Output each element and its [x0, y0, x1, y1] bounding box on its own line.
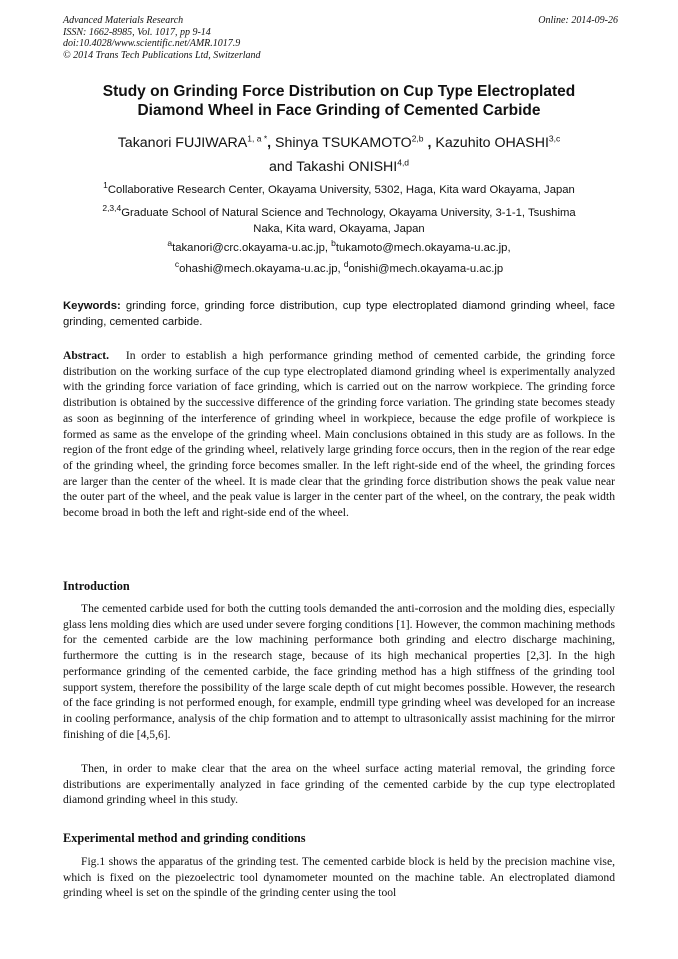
- email-sup: a: [167, 238, 173, 249]
- issn-line: ISSN: 1662-8985, Vol. 1017, pp 9-14: [63, 26, 211, 38]
- author-sup: 2,b: [411, 133, 424, 144]
- keywords-block: [63, 298, 615, 330]
- abstract-label: Abstract.: [63, 349, 110, 362]
- author-name: Takashi ONISHI: [296, 159, 398, 175]
- affiliation-sup: 1: [103, 180, 108, 191]
- keywords-label: Keywords:: [63, 300, 121, 312]
- author-name: Takanori FUJIWARA: [117, 135, 248, 151]
- email-address: ohashi@mech.okayama-u.ac.jp,: [179, 263, 341, 275]
- title-line-2: Diamond Wheel in Face Grinding of Cemented Carbide: [137, 102, 541, 119]
- body-paragraph: The cemented carbide used for both the cutting tools demanded the anti-corrosion and the molding dies, especially glass lens molding dies which are used under severe forging conditions [1]. However, the common machining methods for the cemented carbide are the low machining performance both grinding and electro discharge machining, furthermore the cutting is in the research stage, because of its high mechanical properties [2,3]. In the high performance grinding of the cemented carbide, the face grinding method has a high stiffness of the grinding tool support system, therefore the possibility of the large scale depth of cut might becomes possible. However, the research of the face grinding is not performed enough, for example, endmill type grinding wheel was developed for an increase in cooling performance, analysis of the chip formation and to attempt to ultrasonically assist machining for the mirror finishing of die [4,5,6].: [63, 602, 615, 741]
- email-address: takanori@crc.okayama-u.ac.jp,: [172, 242, 328, 254]
- author-sup: 3,c: [548, 133, 561, 144]
- email-line-1: [63, 240, 615, 256]
- abstract-text: In order to establish a high performance grinding method of cemented carbide, the grinding force distribution on the working surface of the cup type electroplated diamond grinding wheel is experimentally analyzed with the grinding force variation of face grinding, which is carried out on the narrow workpiece. The grinding force distribution is obtained by the successive difference of the grinding force variation. The grinding state becomes steady as soon as beginning of the interference of grinding wheel in workpiece, because the edge profile of workpiece is formed as same as the envelope of the grinding wheel. Main conclusions obtained in this study are as follows. In the region of the front edge of the grinding wheel, relatively large grinding force occurs, then in the region of the rear edge of the grinding wheel, the grinding force becomes smaller. In the left right-side end of the wheel, the grinding forces are larger than the center of the wheel. It is made clear that the grinding force distribution shows the peak value near the outer part of the wheel, and the peak value is larger in the center part of the wheel, on the contrary, the peak width become broad in both the left and right-side end of the wheel.: [63, 349, 615, 520]
- email-sup: d: [343, 259, 349, 270]
- affiliation-1: [63, 182, 615, 198]
- section-heading-introduction: Introduction: [63, 579, 130, 593]
- email-address: onishi@mech.okayama-u.ac.jp: [348, 263, 504, 275]
- email-address: tukamoto@mech.okayama-u.ac.jp,: [335, 242, 511, 254]
- affiliation-text: Naka, Kita ward, Okayama, Japan: [253, 223, 425, 235]
- journal-name: Advanced Materials Research: [63, 15, 184, 26]
- author-name: Shinya TSUKAMOTO: [275, 135, 412, 151]
- body-paragraph: Fig.1 shows the apparatus of the grinding test. The cemented carbide block is held by the precision machine vise, which is fixed on the piezoelectric tool dynamometer mounted on the machine table. An electroplated diamond grinding wheel is set on the spindle of the grinding center using the tool: [63, 855, 615, 900]
- email-sup: c: [174, 259, 180, 270]
- copyright-line: © 2014 Trans Tech Publications Ltd, Switzerland: [63, 49, 261, 61]
- email-sup: b: [331, 238, 336, 249]
- affiliation-2: [63, 205, 615, 237]
- affiliation-sup: 2,3,4: [102, 203, 122, 214]
- online-date: Online: 2014-09-26: [538, 15, 618, 26]
- abstract-paragraph: [63, 348, 615, 521]
- email-line-2: [63, 261, 615, 277]
- affiliation-text: Collaborative Research Center, Okayama University, 5302, Haga, Kita ward Okayama, Japan: [107, 184, 575, 196]
- author-list: Takanori $FUJIWARA^{1, a *}$, Shinya TSUKAMOTO$^{2,b}$ , Kazuhito OHASHI$^{3,c}$ and Takashi ONISHI$^{4,d}$: [117, 133, 561, 175]
- journal-header: [63, 15, 618, 61]
- author-sup: 4,d: [397, 157, 410, 168]
- author-name: Kazuhito OHASHI: [435, 135, 549, 151]
- keywords-text: grinding force, grinding force distribution, cup type electroplated diamond grinding wheel, face grinding, cemented carbide.: [63, 300, 615, 328]
- paper-title: [63, 82, 615, 120]
- body-paragraph: Then, in order to make clear that the area on the wheel surface acting material removal, the grinding force distributions are experimentally analyzed in face grinding of the cemented carbide by the cup type electroplated diamond grinding wheel in this study.: [63, 762, 615, 807]
- author-sup: 1, a *: [247, 133, 268, 144]
- doi-line: doi:10.4028/www.scientific.net/AMR.1017.9: [63, 38, 241, 49]
- affiliation-text: Graduate School of Natural Science and Technology, Okayama University, 3-1-1, Tsushima: [121, 207, 576, 219]
- section-heading-experimental: Experimental method and grinding conditions: [63, 831, 306, 845]
- title-line-1: Study on Grinding Force Distribution on Cup Type Electroplated: [102, 83, 576, 100]
- authors-and: and: [268, 159, 293, 175]
